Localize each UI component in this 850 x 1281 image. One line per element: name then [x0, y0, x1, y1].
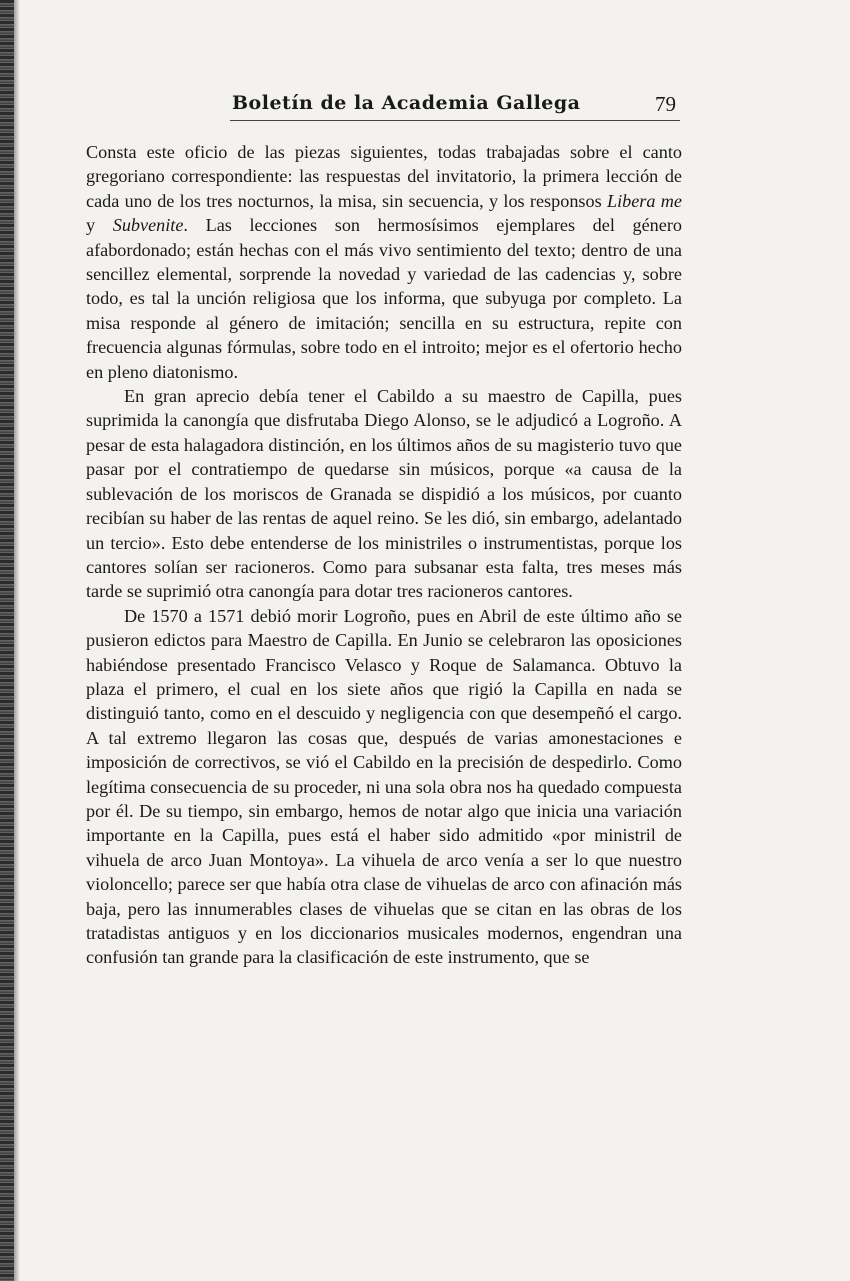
- paragraph-1-part-1: Consta este oficio de las piezas siguientes, todas trabajadas sobre el canto gregoriano correspondiente: las respuestas del invitatorio, la primera lección de cada uno de los tres nocturnos, la misa, sin secuencia, y los responsos: [86, 142, 682, 211]
- page-binding-edge: [0, 0, 14, 1281]
- paragraph-3: De 1570 a 1571 debió morir Logroño, pues en Abril de este último año se pusieron edictos para Maestro de Capilla. En Junio se celebraron las oposiciones habiéndose presentado Francisco Velasco y Roque de Salamanca. Obtuvo la plaza el primero, el cual en los siete años que rigió la Capilla en nada se distinguió tanto, como en el descuido y negligencia con que desempeñó el cargo. A tal extremo llegaron las cosas que, después de varias amonestaciones e imposición de correctivos, se vió el Cabildo en la precisión de despedirlo. Como legítima consecuencia de su proceder, ni una sola obra nos ha quedado compuesta por él. De su tiempo, sin embargo, hemos de notar algo que inicia una variación importante en la Capilla, pues está el haber sido admitido «por ministril de vihuela de arco Juan Montoya». La vihuela de arco venía a ser lo que nuestro violoncello; parece ser que había otra clase de vihuelas de arco con afinación más baja, pero las innumerables clases de vihuelas que se citan en las obras de los tratadistas antiguos y en los diccionarios musicales modernos, engendran una confusión tan grande para la clasificación de este instrumento, que se: [86, 605, 682, 968]
- page-number: 79: [655, 92, 676, 116]
- page-header: [86, 90, 682, 124]
- body-text: [86, 140, 682, 970]
- page-binding-shadow: [14, 0, 20, 1281]
- liturgical-title-libera-me: Libera me: [606, 190, 682, 211]
- paragraph-1: [86, 140, 682, 384]
- header-rule: [230, 120, 680, 121]
- paragraph-1-part-3: . Las lecciones son hermosísimos ejemplares del género afabordonado; están hechas con el más vivo sentimiento del texto; dentro de una sencillez elemental, sorprende la novedad y variedad de las cadencias y, sobre todo, es tal la unción religiosa que los informa, que subyuga por completo. La misa responde al género de imitación; sencilla en su estructura, repite con frecuencia algunas fórmulas, sobre todo en el introito; mejor es el ofertorio hecho en pleno diatonismo.: [86, 215, 682, 382]
- running-title: Boletín de la Academia Gallega: [232, 92, 581, 114]
- paragraph-2: En gran aprecio debía tener el Cabildo a su maestro de Capilla, pues suprimida la canongía que disfrutaba Diego Alonso, se le adjudicó a Logroño. A pesar de esta halagadora distinción, en los últimos años de su magisterio tuvo que pasar por el contratiempo de quedarse sin músicos, porque «a causa de la sublevación de los moriscos de Granada se dispidió a los músicos, por cuanto recibían su haber de las rentas de aquel reino. Se les dió, sin embargo, adelantado un tercio». Esto debe entenderse de los ministriles o instrumentistas, porque los cantores solían ser racioneros. Como para subsanar esta falta, tres meses más tarde se suprimió otra canongía para dotar tres racioneros cantores.: [86, 386, 682, 602]
- paragraph-1-part-2: y: [86, 215, 113, 236]
- liturgical-title-subvenite: Subvenite: [112, 215, 184, 236]
